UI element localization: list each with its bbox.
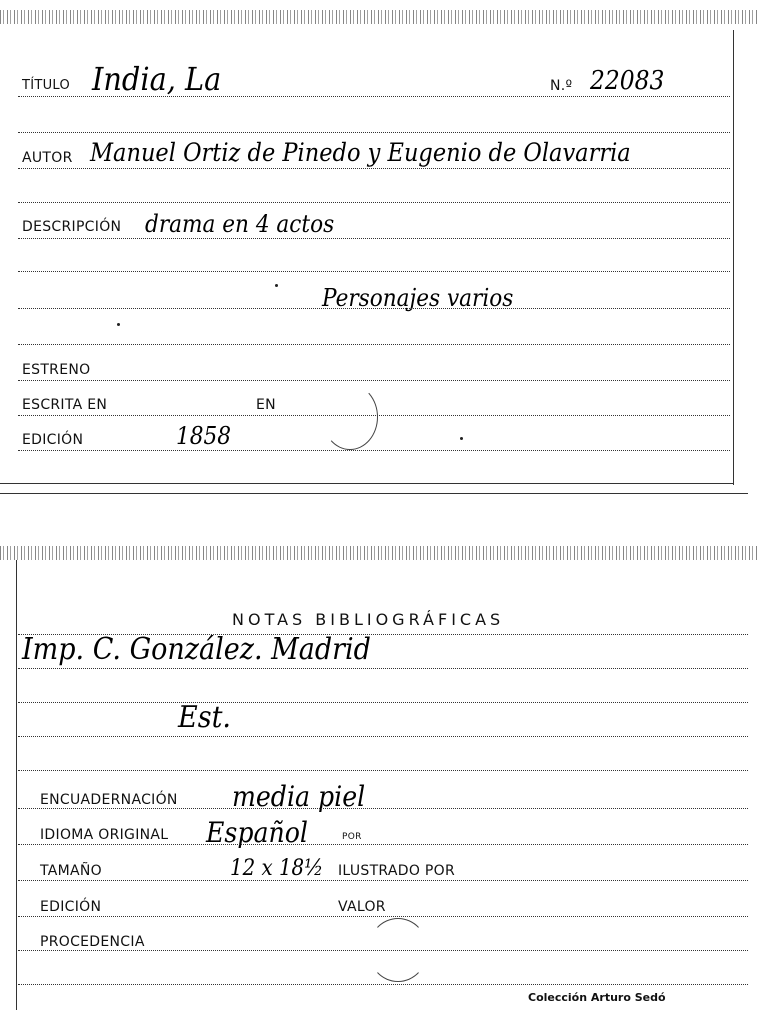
blank-line bbox=[18, 308, 730, 309]
numero-label: N.º bbox=[550, 78, 573, 94]
autor-label: AUTOR bbox=[22, 150, 73, 166]
catalog-card-back bbox=[0, 540, 759, 1028]
autor-value: Manuel Ortiz de Pinedo y Eugenio de Olavarria bbox=[90, 138, 631, 167]
encuadernacion-line bbox=[18, 808, 748, 809]
stamp-circle bbox=[322, 384, 378, 450]
por-label: POR bbox=[342, 832, 362, 842]
card-right-edge bbox=[733, 30, 734, 485]
idioma-value: Español bbox=[206, 816, 308, 849]
estreno-line bbox=[18, 380, 730, 381]
personajes-value: Personajes varios bbox=[322, 284, 514, 312]
stamp-circle bbox=[368, 918, 428, 982]
card-bottom-edge bbox=[0, 483, 733, 484]
notas-line bbox=[18, 736, 748, 737]
card-bottom-edge-outer bbox=[0, 493, 748, 494]
tamano-value: 12 x 18½ bbox=[230, 856, 324, 881]
blank-line bbox=[18, 132, 730, 133]
encuadernacion-label: ENCUADERNACIÓN bbox=[40, 792, 178, 808]
edicion-label: EDICIÓN bbox=[40, 899, 102, 915]
escrita-en-label: ESCRITA EN bbox=[22, 397, 108, 413]
ink-dot bbox=[117, 323, 120, 326]
encuadernacion-value: media piel bbox=[232, 780, 366, 813]
descripcion-label: DESCRIPCIÓN bbox=[22, 219, 122, 235]
en-label: EN bbox=[256, 397, 276, 413]
scan-noise-bottom bbox=[0, 546, 759, 560]
edicion-line bbox=[18, 916, 748, 917]
notas-line bbox=[18, 668, 748, 669]
notas-title: NOTAS BIBLIOGRÁFICAS bbox=[232, 610, 505, 629]
collection-credit: Colección Arturo Sedó bbox=[528, 991, 666, 1004]
ilustrado-label: ILUSTRADO POR bbox=[338, 863, 455, 879]
catalog-card-front bbox=[0, 0, 759, 495]
blank-line bbox=[18, 271, 730, 272]
descripcion-line bbox=[18, 238, 730, 239]
blank-line bbox=[18, 984, 748, 985]
valor-label: VALOR bbox=[338, 899, 386, 915]
idioma-line bbox=[18, 844, 748, 845]
edicion-line bbox=[18, 450, 730, 451]
numero-value: 22083 bbox=[590, 66, 665, 96]
estreno-label: ESTRENO bbox=[22, 362, 91, 378]
edicion-value: 1858 bbox=[176, 422, 231, 450]
ink-dot bbox=[275, 284, 278, 287]
blank-line bbox=[18, 344, 730, 345]
descripcion-value: drama en 4 actos bbox=[145, 210, 335, 238]
titulo-line bbox=[18, 96, 730, 97]
scan-noise-top bbox=[0, 10, 759, 24]
tamano-line bbox=[18, 880, 748, 881]
notas-line bbox=[18, 702, 748, 703]
edicion-label: EDICIÓN bbox=[22, 432, 84, 448]
blank-line bbox=[18, 202, 730, 203]
tamano-label: TAMAÑO bbox=[40, 863, 102, 879]
card-left-edge bbox=[16, 560, 17, 1010]
autor-line bbox=[18, 168, 730, 169]
titulo-label: TÍTULO bbox=[22, 78, 71, 93]
notas-line1-value: Imp. C. González. Madrid bbox=[22, 632, 371, 667]
notas-line2-value: Est. bbox=[178, 700, 232, 735]
ink-dot bbox=[460, 437, 463, 440]
titulo-value: India, La bbox=[92, 60, 222, 98]
procedencia-label: PROCEDENCIA bbox=[40, 934, 145, 950]
notas-line bbox=[18, 770, 748, 771]
idioma-label: IDIOMA ORIGINAL bbox=[40, 827, 169, 843]
